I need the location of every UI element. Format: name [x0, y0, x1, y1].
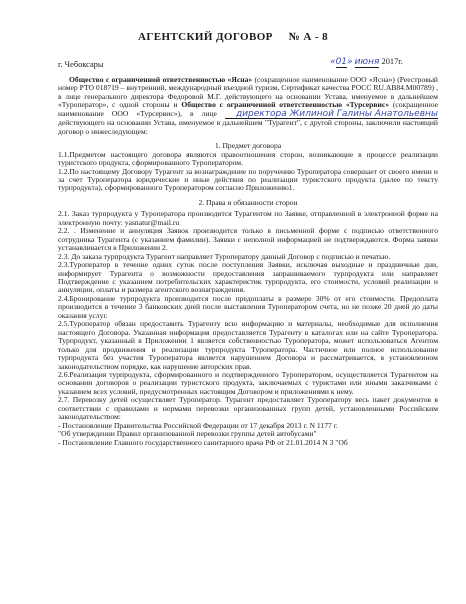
city-label: г. Чебоксары	[58, 60, 104, 69]
clause-1-1: 1.1.Предметом настоящего договора являются правоотношения сторон, возникающие в процессе реализации туристского продукта, сформированного Туроператором.	[58, 149, 438, 168]
parties-paragraph	[58, 76, 438, 136]
clause-2-6: 2.6.Реализация турпродукта, сформированного и подтвержденного Туроператором, осуществляется Турагентом на основании договоров о реализации туристского продукта, заключаемых с туристами или иными заказчиками с указанием всех условий, предусмотренных настоящим Договором и приложениями к нему.	[58, 369, 438, 396]
party1-name: Общество с ограниченной ответственностью «Ясна»	[69, 75, 253, 84]
party1-details: (сокращенное наименование ООО «Ясна») (Реестровый номер РТО 018719 – внутренний, международный въездной туризм, Сертификат качества РОСС RU.АВ84.М00789) , в лице генерального директора Федоровой М.Г. действующего на основании Устава, именуемое в дальнейшем «Туроператор», с одной стороны и	[58, 75, 438, 110]
contract-number: № А - 8	[288, 31, 328, 43]
date-month-handwritten: июня	[354, 57, 380, 67]
document-title	[0, 31, 466, 43]
date-day-handwritten: 01	[335, 57, 348, 67]
contract-body	[58, 76, 438, 447]
clause-2-4: 2.4.Бронирование турпродукта производится после предоплаты в размере 30% от его стоимости. Предоплата производится в течение 3 банковских дней после выставления Туроператором счета, но не позже 20 дней до даты оказания услуг.	[58, 293, 438, 320]
clause-2-7-item1: - Постановление Правительства Российской Федерации от 17 декабря 2013 г. N 1177 г.	[58, 420, 338, 430]
parties-closing: действующего на основании Устава, именуемое в дальнейшем "Турагент", с другой стороны, заключили настоящий договор о нижеследующем:	[58, 118, 438, 136]
clause-2-7-item2: - Постановление Главного государственного санитарного врача РФ от 21.01.2014 N 3 "Об	[58, 437, 348, 447]
contract-date	[330, 57, 403, 67]
title-text: АГЕНТСКИЙ ДОГОВОР	[138, 31, 273, 43]
clause-2-7: 2.7. Перевозку детей осуществляет Туроператор. Турагент предоставляет Туроператору весь пакет документов в соответствии с правилами и нормами перевозки организованных групп детей, установленными Российским законодательством:	[58, 395, 438, 422]
handwritten-representative: директора Жилиной Галины Анатольевны	[225, 110, 438, 119]
date-year: 2017г.	[381, 57, 403, 66]
date-open-quote: «	[330, 57, 336, 67]
clause-2-1: 2.1. Заказ турпродукта у Туроператора производится Турагентом по Заявке, отправленной в электронной форме на электронную почту: yasnatur@mail.ru	[58, 209, 438, 227]
party2-name: Общество с ограниченной ответственностью «Турсервис»	[181, 100, 390, 110]
section2-heading: 2. Права и обязанности сторон	[198, 197, 298, 207]
clause-1-2: 1.2.По настоящему Договору Турагент за вознаграждение по поручению Туроператора совершает от своего имени и за счет Туроператора юридические и иные действия по реализации туристского продукта (далее по тексту турпродукта), сформированного Туроператором согласно Приложению1.	[58, 166, 438, 193]
party2-details: (сокращенное наименование ООО «Турсервис»), в лице	[58, 100, 438, 118]
date-close-quote: »	[347, 57, 353, 67]
clause-2-3b: 2.3.Туроператор в течение одних суток после поступления Заявки, исключая выходные и праздничные дни, информирует Турагента о возможности предоставления запрашиваемого турпродукта или направляет Подтверждение с указанием потребительских характеристик турпродукта, его стоимости, условий реализации и аннуляции, оплаты и размера агентского вознаграждения.	[58, 260, 438, 295]
section1-heading: 1. Предмет договора	[214, 141, 282, 151]
clause-2-2: 2.2. . Изменение и аннуляция Заявок производится только в письменной форме с подписью ответственного сотрудника Турагента (с указанием фамилии). Заявки с неполной информацией не подтверждаются. Форма заявки устанавливается в Приложении 2.	[58, 226, 438, 253]
clause-2-5: 2.5.Туроператор обязан предоставить Турагенту всю информацию и материалы, необходимые для исполнения настоящего Договора. Указанная информация предоставляется Турагенту в каталогах или на сайте Туроператора. Турпродукт, указанный в Приложении 1 является собственностью Туроператора, может использоваться Агентом только для продвижения и реализации турпродукта Туроператора. Частичное или полное использование турпродукта без участия Туроператора является нарушением Договора и рассматривается, в установленном законодательством порядке, как нарушение авторских прав.	[58, 319, 438, 371]
clause-2-3: 2.3. До заказа турпродукта Турагент направляет Туроператору данный Договор с подписью и печатью.	[58, 251, 391, 261]
clause-2-7-item1-title: "Об утверждении Правил организованной перевозки группы детей автобусами"	[58, 429, 317, 439]
